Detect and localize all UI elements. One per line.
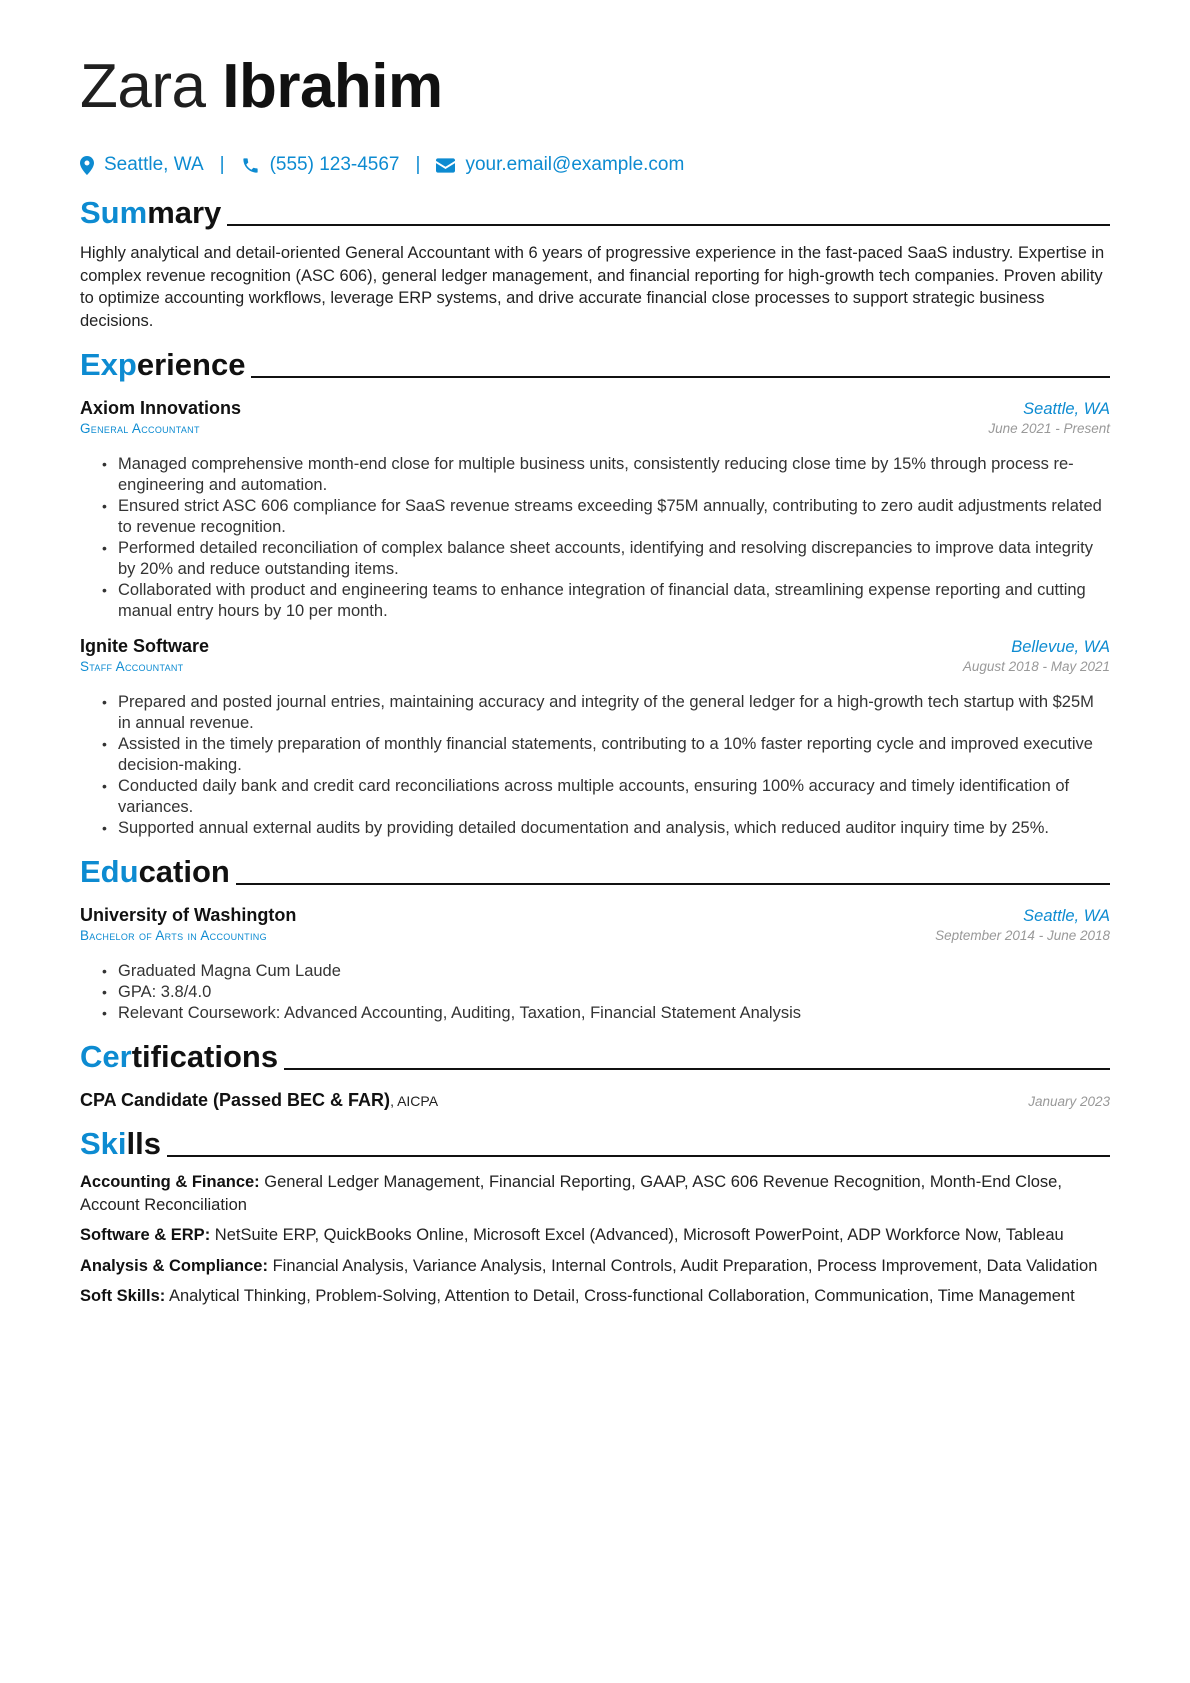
contact-email[interactable] — [436, 154, 684, 176]
candidate-name — [80, 46, 1110, 128]
skill-value: NetSuite ERP, QuickBooks Online, Microsoft Excel (Advanced), Microsoft PowerPoint, ADP Workforce Now, Tableau — [210, 1226, 1064, 1244]
section-certifications-heading — [80, 1034, 1110, 1076]
section-experience-heading — [80, 342, 1110, 384]
company-name: Axiom Innovations — [80, 398, 242, 418]
envelope-icon — [436, 158, 455, 173]
section-skills-heading — [80, 1121, 1110, 1163]
job-bullets — [102, 454, 1110, 622]
certification-issuer: , AICPA — [390, 1093, 439, 1109]
section-title: Summary — [80, 195, 222, 230]
list-item: • Prepared and posted journal entries, maintaining accuracy and integrity of the general ledger for a high-growth tech startup with $25M in annual revenue. — [102, 692, 1110, 734]
job-bullets — [102, 692, 1110, 839]
list-item: • Relevant Coursework: Advanced Accounting, Auditing, Taxation, Financial Statement Analysis — [102, 1003, 1110, 1024]
section-divider — [227, 224, 1110, 226]
location-text: Seattle, WA — [104, 154, 204, 175]
contact-separator: | — [219, 154, 225, 175]
contact-info — [80, 150, 1110, 180]
list-item: • Managed comprehensive month-end close for multiple business units, consistently reducing close time by 15% through process re-engineering and automation. — [102, 454, 1110, 496]
skill-value: Analytical Thinking, Problem-Solving, Attention to Detail, Cross-functional Collaboration, Communication, Time Management — [165, 1287, 1075, 1305]
last-name: Ibrahim — [222, 52, 443, 121]
skill-line — [80, 1255, 1110, 1278]
section-divider — [284, 1068, 1110, 1070]
job-entry — [80, 398, 1110, 622]
list-item: • GPA: 3.8/4.0 — [102, 982, 1110, 1003]
list-item: • Supported annual external audits by providing detailed documentation and analysis, which reduced auditor inquiry time by 25%. — [102, 818, 1110, 839]
phone-icon — [241, 156, 260, 175]
job-dates: August 2018 - May 2021 — [962, 659, 1110, 674]
job-title: Staff Accountant — [80, 659, 184, 674]
section-summary-heading — [80, 190, 1110, 232]
list-item: • Ensured strict ASC 606 compliance for SaaS revenue streams exceeding $75M annually, contributing to zero audit adjustments related to revenue recognition. — [102, 496, 1110, 538]
skill-line — [80, 1285, 1110, 1308]
job-dates: June 2021 - Present — [988, 421, 1110, 436]
phone-text: (555) 123-4567 — [269, 154, 400, 175]
school-location: Seattle, WA — [1023, 907, 1110, 925]
section-divider — [167, 1155, 1110, 1157]
map-pin-icon — [80, 156, 94, 175]
skill-line — [80, 1171, 1110, 1216]
skill-value: Financial Analysis, Variance Analysis, Internal Controls, Audit Preparation, Process Improvement, Data Validation — [267, 1256, 1098, 1275]
summary-text: Highly analytical and detail-oriented General Accountant with 6 years of progressive experience in the fast-paced SaaS industry. Expertise in complex revenue recognition (ASC 606), general ledger management, and financial reporting for high-growth tech companies. Proven ability to optimize accounting workflows, leverage ERP systems, and drive accurate financial close processes to support strategic business decisions. — [80, 244, 1105, 330]
certification-date: January 2023 — [1028, 1094, 1110, 1109]
section-divider — [251, 376, 1110, 378]
skill-label: Soft Skills: — [80, 1287, 166, 1305]
section-title: Experience — [80, 347, 246, 382]
first-name: Zara — [80, 52, 206, 121]
contact-location — [80, 154, 204, 176]
certification-entry — [80, 1090, 1110, 1111]
skill-label: Software & ERP: — [80, 1226, 211, 1244]
job-location: Seattle, WA — [1023, 400, 1110, 418]
school-name: University of Washington — [80, 905, 297, 925]
contact-separator: | — [415, 154, 421, 175]
contact-phone[interactable] — [241, 154, 400, 176]
list-item: • Graduated Magna Cum Laude — [102, 961, 1110, 982]
list-item: • Assisted in the timely preparation of monthly financial statements, contributing to a 10% faster reporting cycle and improved executive decision-making. — [102, 734, 1110, 776]
list-item: • Conducted daily bank and credit card reconciliations across multiple accounts, ensuring 100% accuracy and timely identification of variances. — [102, 776, 1110, 818]
job-title: General Accountant — [80, 421, 200, 436]
list-item: • Performed detailed reconciliation of complex balance sheet accounts, identifying and resolving discrepancies to improve data integrity by 20% and reduce outstanding items. — [102, 538, 1110, 580]
list-item: • Collaborated with product and engineering teams to enhance integration of financial data, streamlining expense reporting and cutting manual entry hours by 10 per month. — [102, 580, 1110, 622]
certification-name: CPA Candidate (Passed BEC & FAR) — [80, 1090, 391, 1110]
skill-label: Accounting & Finance: — [80, 1173, 260, 1191]
job-entry — [80, 636, 1110, 839]
skill-line — [80, 1224, 1110, 1247]
skill-label: Analysis & Compliance: — [80, 1256, 268, 1275]
education-dates: September 2014 - June 2018 — [935, 928, 1110, 943]
section-education-heading — [80, 849, 1110, 891]
job-location: Bellevue, WA — [1011, 638, 1110, 656]
education-bullets — [102, 961, 1110, 1024]
education-entry — [80, 905, 1110, 1024]
skill-value: General Ledger Management, Financial Reporting, GAAP, ASC 606 Revenue Recognition, Month-End Close, Account Reconciliation — [80, 1173, 1062, 1214]
section-title: Education — [80, 854, 230, 889]
section-divider — [236, 883, 1110, 885]
email-link[interactable]: your.email@example.com — [465, 154, 685, 175]
section-title: Certifications — [80, 1039, 279, 1074]
degree: Bachelor of Arts in Accounting — [80, 928, 267, 943]
company-name: Ignite Software — [80, 636, 210, 656]
section-title: Skills — [80, 1126, 161, 1161]
